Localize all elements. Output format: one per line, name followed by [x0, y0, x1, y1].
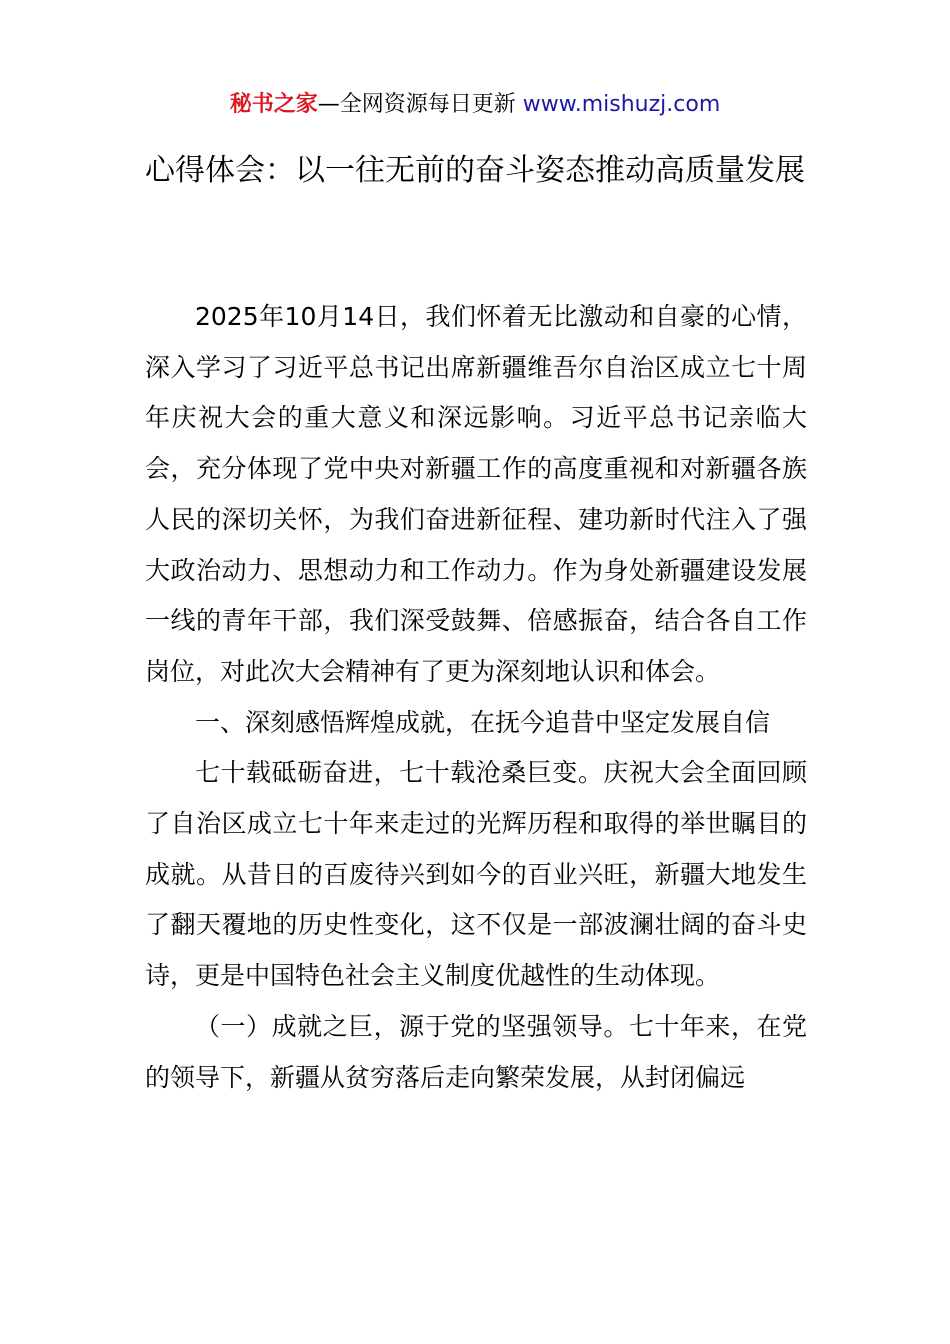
document-title: 心得体会：以一往无前的奋斗姿态推动高质量发展 [145, 153, 805, 188]
intro-paragraph: 2025年10月14日，我们怀着无比激动和自豪的心情，深入学习了习近平总书记出席新疆维吾尔自治区成立七十周年庆祝大会的重大意义和深远影响。习近平总书记亲临大会，充分体现了党中央对新疆工作的高度重视和对新疆各族人民的深切关怀，为我们奋进新征程、建功新时代注入了强大政治动力、思想动力和工作动力。作为身处新疆建设发展一线的青年干部，我们深受鼓舞、倍感振奋，结合各自工作岗位，对此次大会精神有了更为深刻地认识和体会。 [145, 302, 807, 686]
body-paragraph: （一）成就之巨，源于党的坚强领导。七十年来，在党的领导下，新疆从贫穷落后走向繁荣发展，从封闭偏远 [145, 1011, 807, 1092]
site-brand: 秘书之家 [229, 92, 318, 117]
document-body [145, 292, 807, 1103]
section-heading: 一、深刻感悟辉煌成就，在抚今追昔中坚定发展自信 [195, 707, 771, 737]
body-paragraph: 七十载砥砺奋进，七十载沧桑巨变。庆祝大会全面回顾了自治区成立七十年来走过的光辉历程和取得的举世瞩目的成就。从昔日的百废待兴到如今的百业兴旺，新疆大地发生了翻天覆地的历史性变化，这不仅是一部波澜壮阔的奋斗史诗，更是中国特色社会主义制度优越性的生动体现。 [145, 758, 807, 991]
site-header [0, 88, 950, 122]
site-url-link[interactable]: www.mishuzj.com [522, 92, 721, 117]
site-tagline: —全网资源每日更新 [317, 92, 516, 117]
